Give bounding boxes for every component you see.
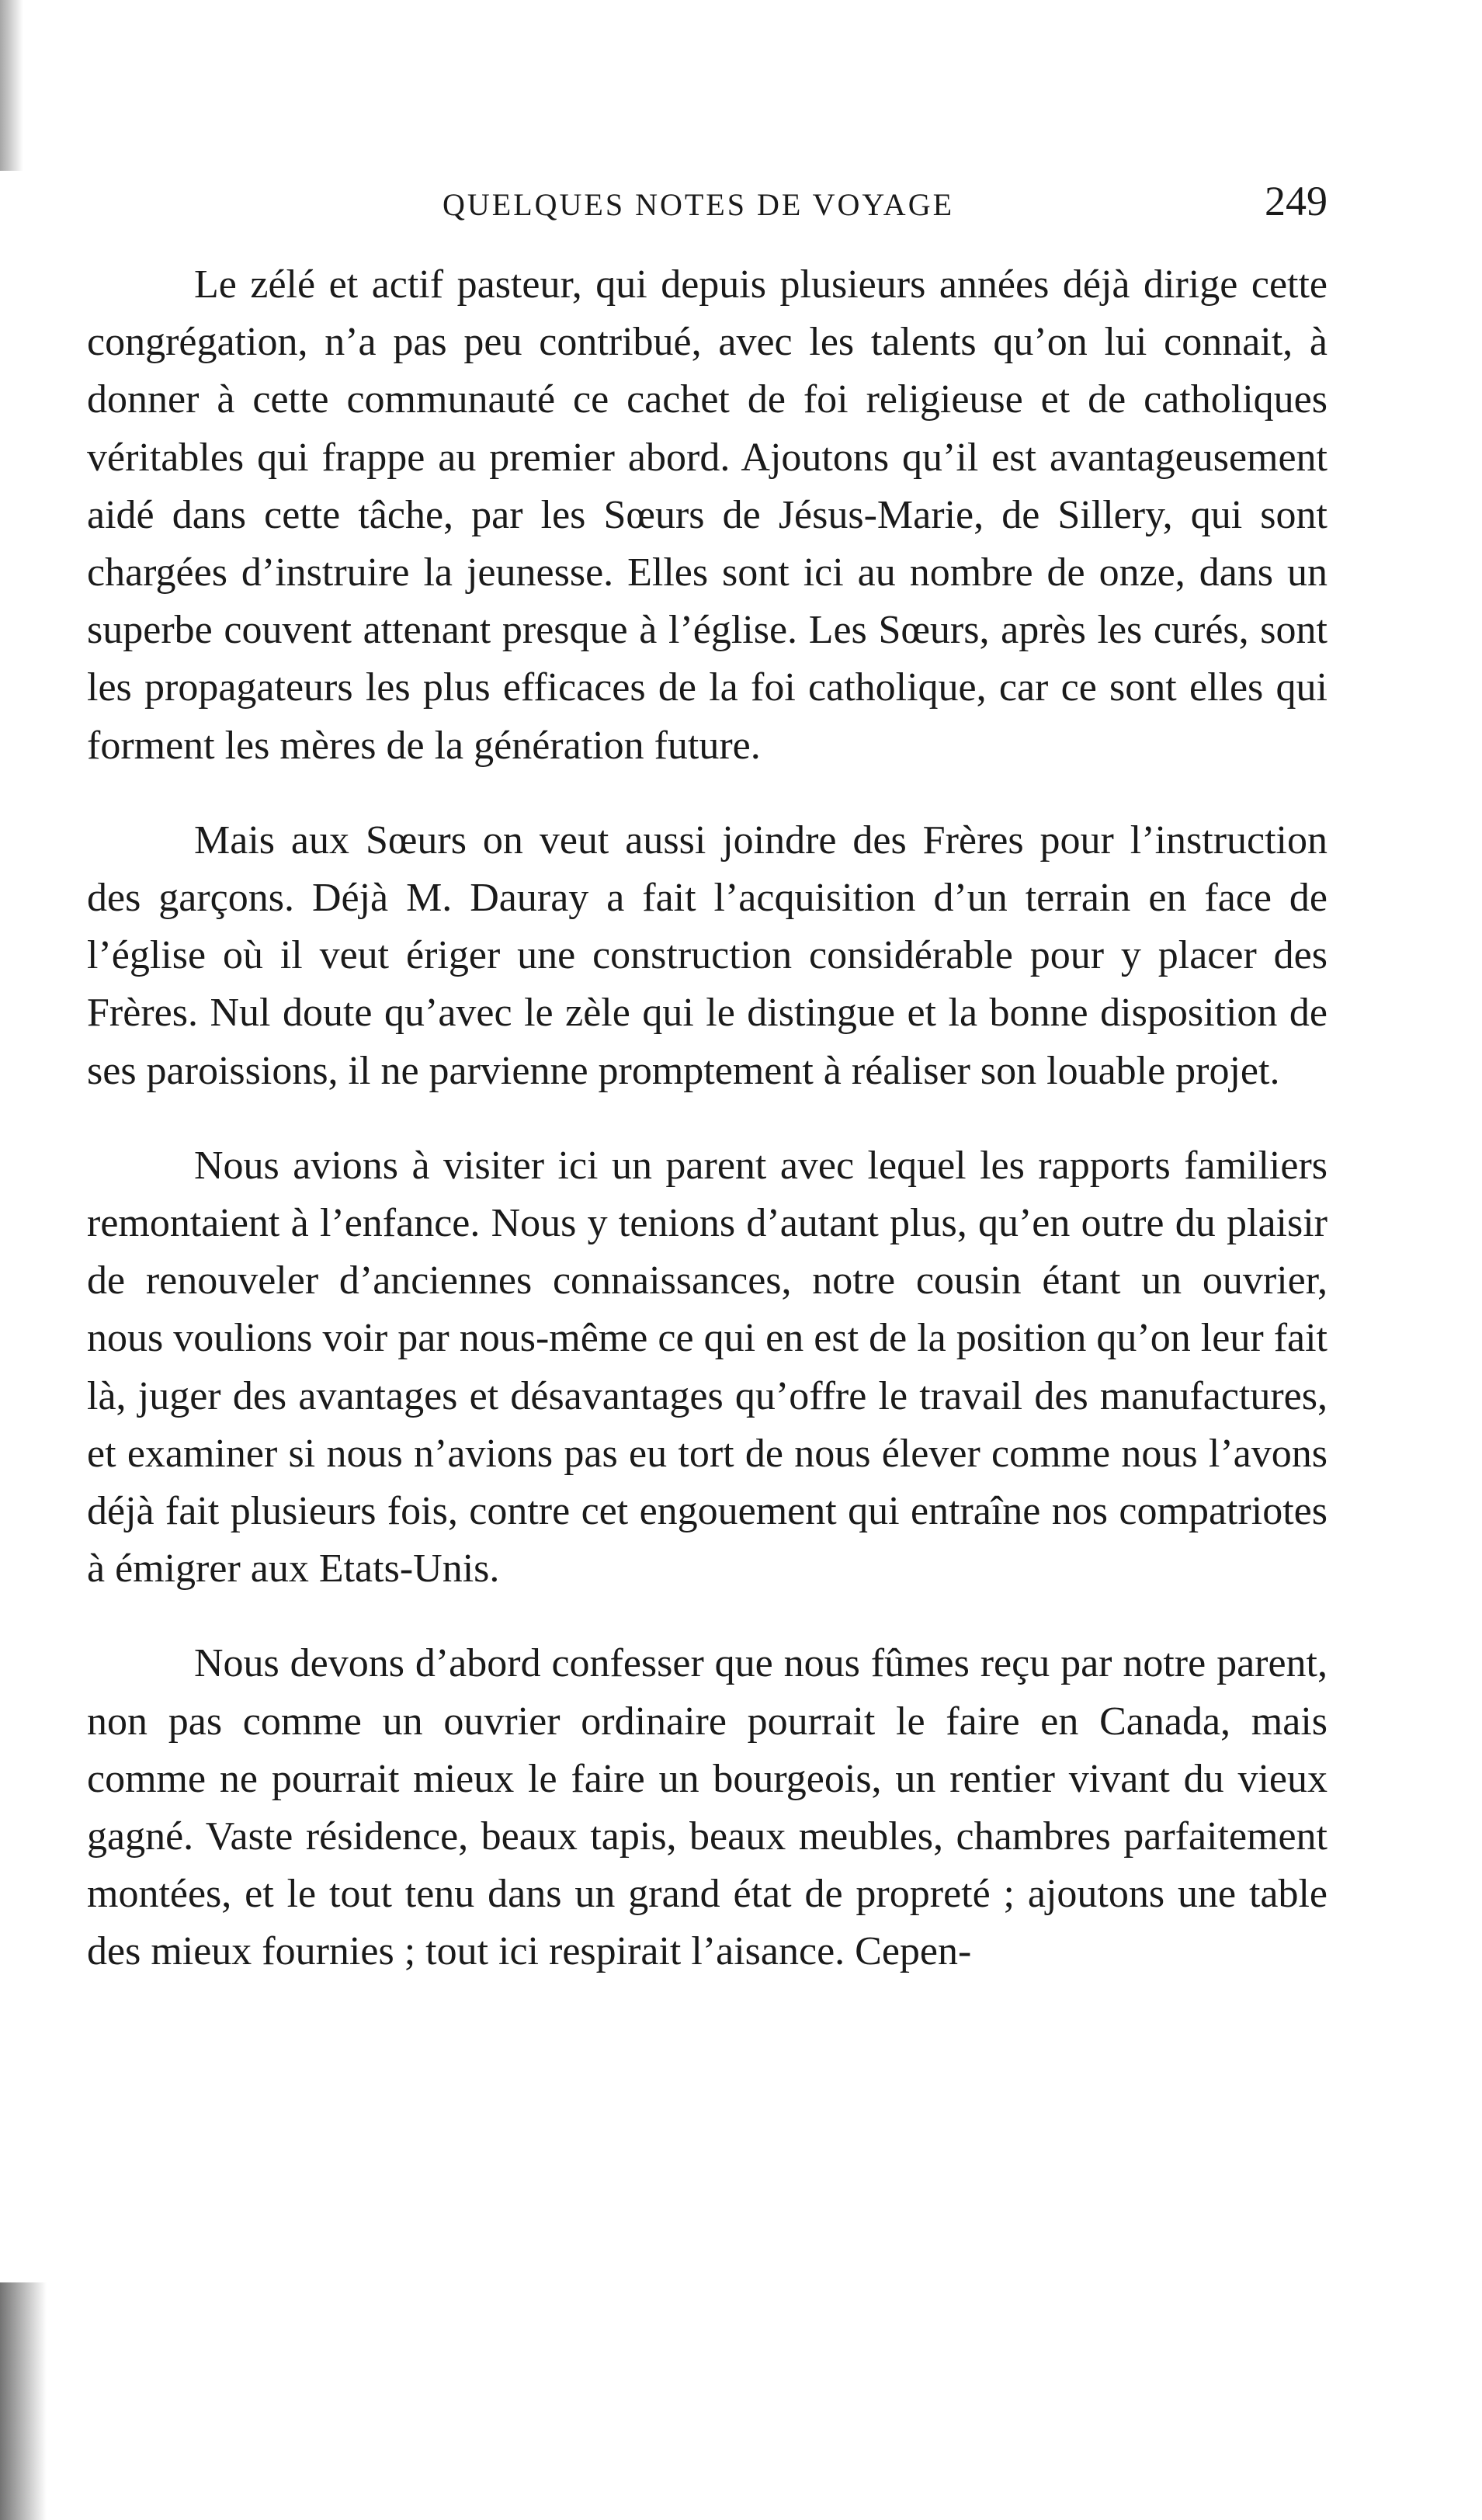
body-text <box>87 256 1328 2018</box>
paragraph-2: Mais aux Sœurs on veut aussi joindre des Frères pour l’instruction des garçons. Déjà M. Dauray a fait l’acquisition d’un terrain en face de l’église où il veut ériger une construction considérable pour y placer des Frères. Nul doute qu’avec le zèle qui le distingue et la bonne disposition de ses paroissions, il ne parvienne promptement à réaliser son louable projet. <box>87 817 1328 1093</box>
page-number: 249 <box>1265 178 1328 224</box>
running-header <box>186 177 1328 224</box>
scan-shadow-bottom <box>0 2282 47 2520</box>
paragraph-4: Nous devons d’abord confesser que nous fûmes reçu par notre parent, non pas comme un ouvrier ordinaire pourrait le faire en Canada, mais comme ne pourrait mieux le faire un bourgeois, un rentier vivant du vieux gagné. Vaste résidence, beaux tapis, beaux meubles, chambres parfaitement montées, et le tout tenu dans un grand état de propreté ; ajoutons une table des mieux fournies ; tout ici respirait l’aisance. Cepen- <box>87 1641 1328 1974</box>
running-title: QUELQUES NOTES DE VOYAGE <box>443 187 955 222</box>
paragraph-1: Le zélé et actif pasteur, qui depuis plusieurs années déjà dirige cette congrégation, n’a pas peu contribué, avec les talents qu’on lui connait, à donner à cette communauté ce cachet de foi religieuse et de catholiques véritables qui frappe au premier abord. Ajoutons qu’il est avantageusement aidé dans cette tâche, par les Sœurs de Jésus-Marie, de Sillery, qui sont chargées d’instruire la jeunesse. Elles sont ici au nombre de onze, dans un superbe couvent attenant presque à l’église. Les Sœurs, après les curés, sont les propagateurs les plus efficaces de la foi catholique, car ce sont elles qui forment les mères de la génération future. <box>87 262 1328 768</box>
scan-shadow-top <box>0 0 23 171</box>
paragraph-3: Nous avions à visiter ici un parent avec lequel les rapports familiers remontaient à l’enfance. Nous y tenions d’autant plus, qu’en outre du plaisir de renouveler d’anciennes connaissances, notre cousin étant un ouvrier, nous voulions voir par nous-même ce qui en est de la position qu’on leur fait là, juger des avantages et désavantages qu’offre le travail des manufactures, et examiner si nous n’avions pas eu tort de nous élever comme nous l’avons déjà fait plusieurs fois, contre cet engouement qui entraîne nos compatriotes à émigrer aux Etats-Unis. <box>87 1143 1328 1591</box>
